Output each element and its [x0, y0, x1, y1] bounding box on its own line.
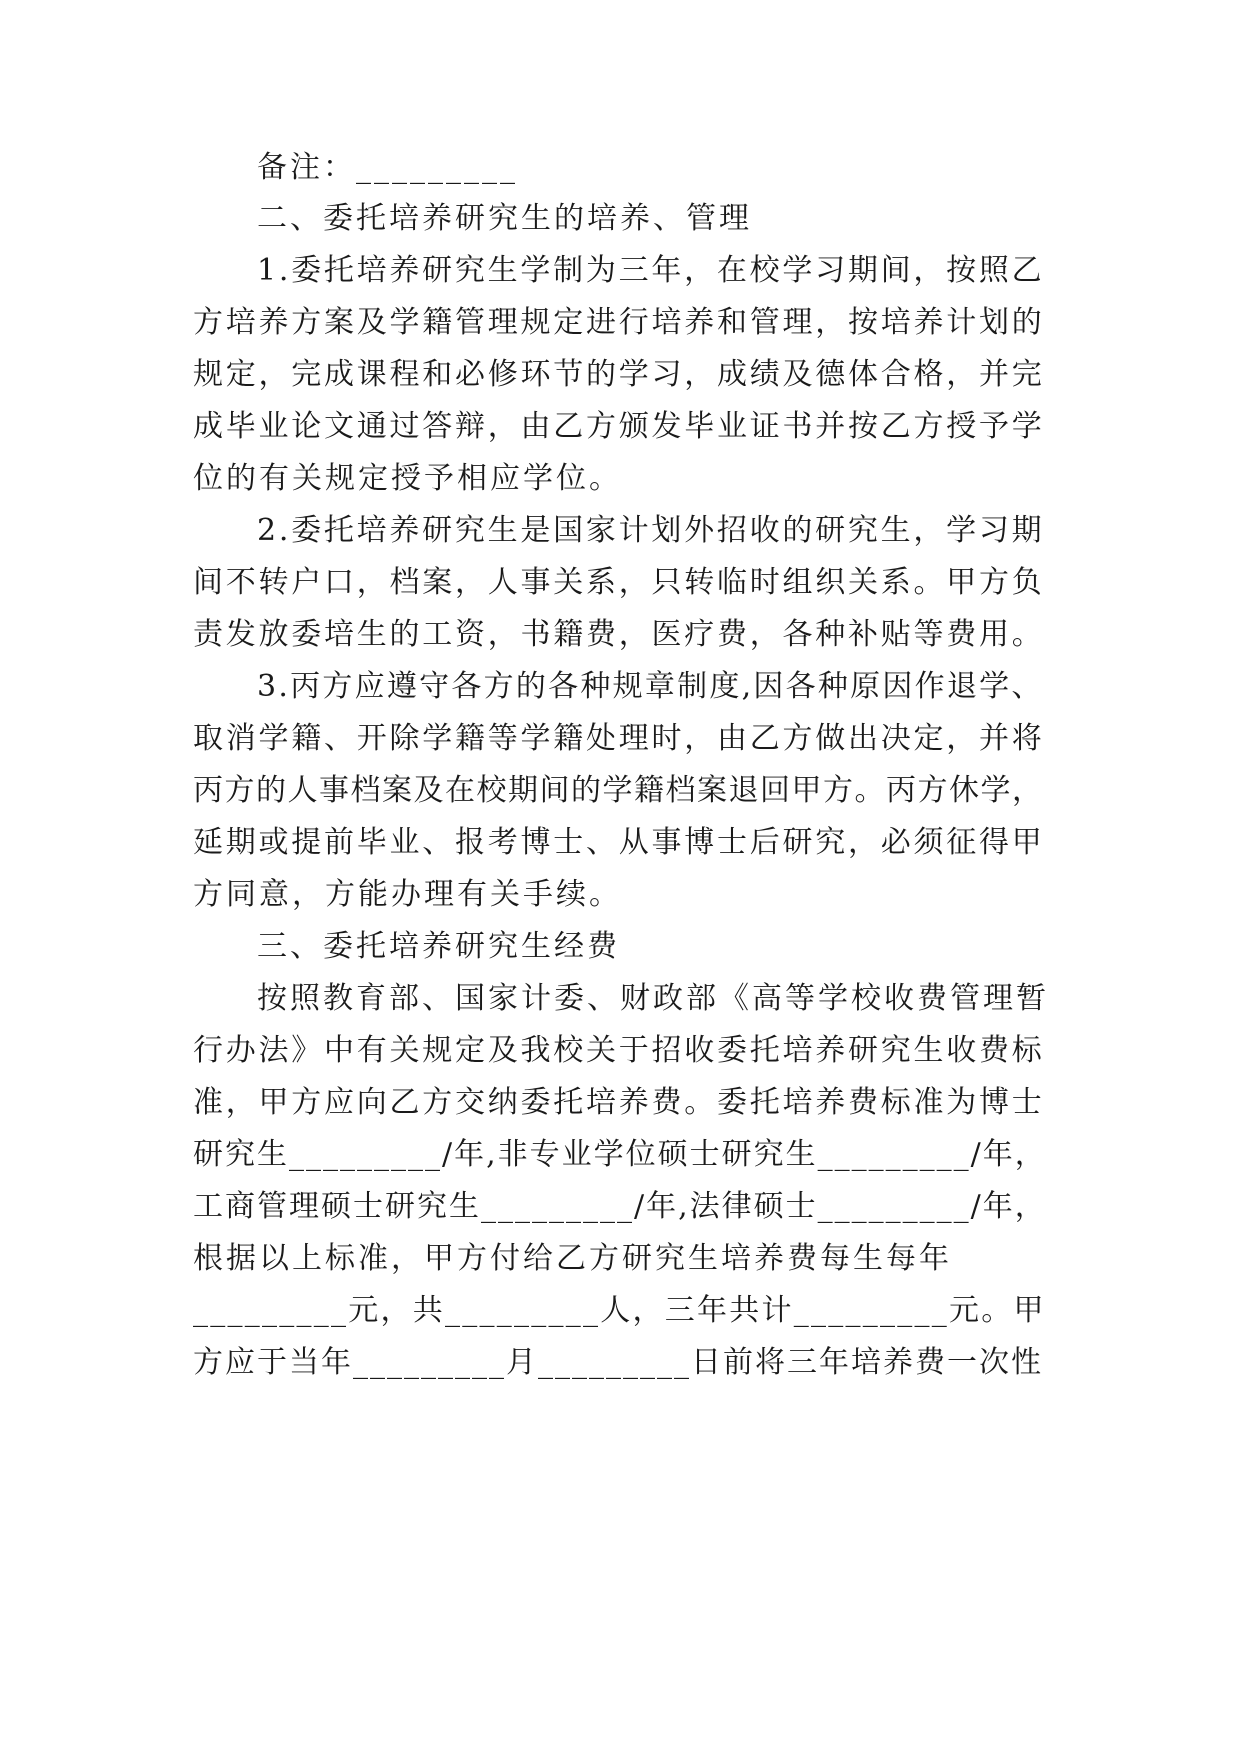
- paragraph-line: 方应于当年_________月_________日前将三年培养费一次性: [193, 1345, 1043, 1380]
- paragraph-line: 方培养方案及学籍管理规定进行培养和管理，按培养计划的: [193, 305, 1045, 340]
- paragraph-line: 行办法》中有关规定及我校关于招收委托培养研究生收费标: [193, 1033, 1045, 1068]
- paragraph-line: 3.丙方应遵守各方的各种规章制度,因各种原因作退学、: [257, 669, 1044, 704]
- section-three-heading: 三、委托培养研究生经费: [257, 929, 620, 964]
- paragraph-line: 按照教育部、国家计委、财政部《高等学校收费管理暂: [257, 981, 1049, 1016]
- paragraph-line: 根据以上标准，甲方付给乙方研究生培养费每生每年: [193, 1241, 952, 1276]
- paragraph-line: 丙方的人事档案及在校期间的学籍档案退回甲方。丙方休学，: [193, 773, 1044, 808]
- paragraph-line: 方同意，方能办理有关手续。: [193, 877, 622, 912]
- paragraph-line: 位的有关规定授予相应学位。: [193, 461, 622, 496]
- paragraph-line: 规定，完成课程和必修环节的学习，成绩及德体合格，并完: [193, 357, 1045, 392]
- remarks-line: 备注：_________: [257, 150, 518, 185]
- paragraph-line: _________元，共_________人，三年共计_________元。甲: [193, 1293, 1046, 1328]
- paragraph-line: 研究生_________/年,非专业学位硕士研究生_________/年，: [193, 1137, 1047, 1172]
- paragraph-line: 准，甲方应向乙方交纳委托培养费。委托培养费标准为博士: [193, 1085, 1045, 1120]
- paragraph-line: 成毕业论文通过答辩，由乙方颁发毕业证书并按乙方授予学: [193, 409, 1045, 444]
- paragraph-line: 延期或提前毕业、报考博士、从事博士后研究，必须征得甲: [193, 825, 1045, 860]
- section-two-heading: 二、委托培养研究生的培养、管理: [257, 201, 752, 236]
- paragraph-line: 2.委托培养研究生是国家计划外招收的研究生，学习期: [257, 513, 1045, 548]
- paragraph-line: 间不转户口，档案，人事关系，只转临时组织关系。甲方负: [193, 565, 1045, 600]
- paragraph-line: 1.委托培养研究生学制为三年，在校学习期间，按照乙: [257, 253, 1045, 288]
- paragraph-line: 工商管理硕士研究生_________/年,法律硕士_________/年，: [193, 1189, 1047, 1224]
- paragraph-line: 取消学籍、开除学籍等学籍处理时，由乙方做出决定，并将: [193, 721, 1045, 756]
- paragraph-line: 责发放委培生的工资，书籍费，医疗费，各种补贴等费用。: [193, 617, 1045, 652]
